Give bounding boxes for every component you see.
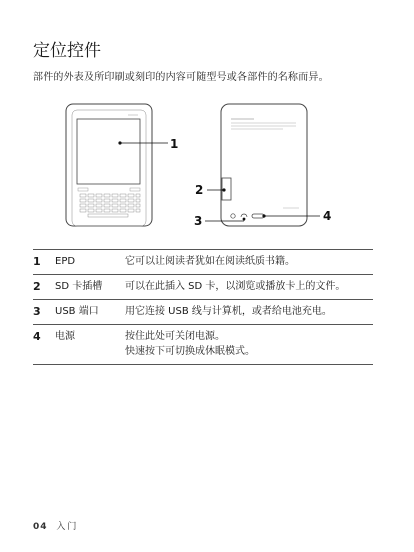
device-illustration: [0, 96, 414, 236]
device-front-view: [66, 104, 168, 226]
part-description: [125, 275, 373, 300]
part-name: SD 卡插槽: [55, 275, 125, 300]
callout-3: 3: [194, 214, 203, 228]
intro-text: 部件的外表及所印刷或刻印的内容可随型号或各部件的名称而异。: [33, 72, 329, 83]
table-row: [33, 300, 373, 325]
part-number: 2: [33, 275, 55, 300]
page-title: 定位控件: [33, 41, 101, 61]
device-back-view: [205, 104, 320, 226]
part-name: 电源: [55, 325, 125, 365]
part-description: [125, 325, 373, 365]
page-number: 04: [33, 522, 48, 532]
part-name: USB 端口: [55, 300, 125, 325]
part-number: 3: [33, 300, 55, 325]
description-line: 它可以让阅读者犹如在阅读纸质书籍。: [125, 256, 295, 267]
epd-screen: [77, 119, 140, 184]
power-button: [252, 214, 264, 218]
callout-2: 2: [195, 183, 204, 197]
parts-table: [33, 249, 373, 365]
section-name: 入门: [56, 522, 79, 532]
description-line: 快速按下可切换成休眠模式。: [125, 346, 255, 357]
table-row: [33, 325, 373, 365]
part-name: EPD: [55, 250, 125, 275]
part-number: 4: [33, 325, 55, 365]
part-description: [125, 300, 373, 325]
part-number: 1: [33, 250, 55, 275]
callout-1: 1: [170, 137, 179, 151]
table-row: [33, 250, 373, 275]
description-line: 按住此处可关闭电源。: [125, 331, 225, 342]
description-line: 用它连接 USB 线与计算机，或者给电池充电。: [125, 306, 332, 317]
callout-4: 4: [323, 209, 332, 223]
table-row: [33, 275, 373, 300]
description-line: 可以在此插入 SD 卡，以浏览或播放卡上的文件。: [125, 281, 346, 292]
part-description: [125, 250, 373, 275]
page-footer: [33, 519, 78, 532]
